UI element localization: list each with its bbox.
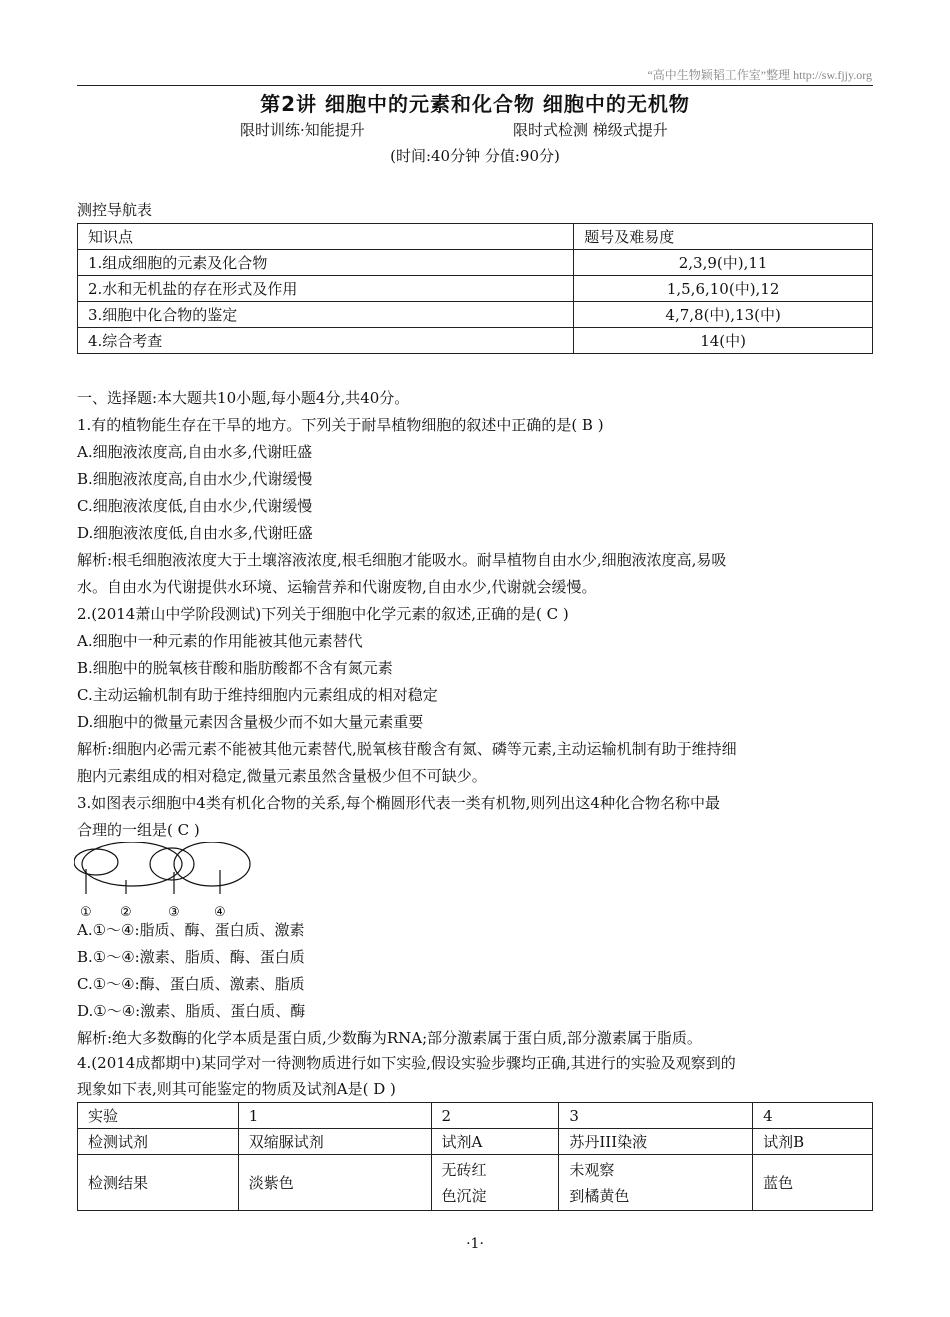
table-cell-line: 到橘黄色 [569, 1186, 630, 1205]
table-cell: 4.综合考查 [78, 328, 574, 354]
table-cell: 1.组成细胞的元素及化合物 [78, 250, 574, 276]
q2-option-a: A.细胞中一种元素的作用能被其他元素替代 [77, 632, 363, 650]
table-cell: 4,7,8(中),13(中) [574, 302, 873, 328]
table-cell: 苏丹III染液 [559, 1129, 753, 1155]
diagram-label-1: ① [80, 905, 92, 920]
table-header-cell: 4 [753, 1103, 873, 1129]
q2-option-c: C.主动运输机制有助于维持细胞内元素组成的相对稳定 [77, 686, 438, 704]
table-cell: 检测结果 [78, 1155, 239, 1211]
table-header-cell: 1 [238, 1103, 431, 1129]
q1-option-c: C.细胞液浓度低,自由水少,代谢缓慢 [77, 497, 313, 515]
table-row [78, 276, 873, 302]
table-cell: 14(中) [574, 328, 873, 354]
q3-option-a: A.①～④:脂质、酶、蛋白质、激素 [77, 921, 305, 939]
time-info: (时间:40分钟 分值:90分) [390, 147, 560, 165]
table-header-cell: 2 [431, 1103, 559, 1129]
page-number: ·1· [466, 1236, 484, 1252]
q3-option-c: C.①～④:酶、蛋白质、激素、脂质 [77, 975, 305, 993]
table-row [78, 250, 873, 276]
q2-option-d: D.细胞中的微量元素因含量极少而不如大量元素重要 [77, 713, 424, 731]
diagram-label-4: ④ [214, 905, 226, 920]
q3-analysis-line: 解析:绝大多数酶的化学本质是蛋白质,少数酶为RNA;部分激素属于蛋白质,部分激素属于脂质。 [77, 1029, 702, 1047]
table-cell: 蓝色 [753, 1155, 873, 1211]
q3-option-b: B.①～④:激素、脂质、酶、蛋白质 [77, 948, 305, 966]
table-cell: 淡紫色 [238, 1155, 431, 1211]
q1-option-b: B.细胞液浓度高,自由水少,代谢缓慢 [77, 470, 313, 488]
q2-option-b: B.细胞中的脱氧核苷酸和脂肪酸都不含有氮元素 [77, 659, 393, 677]
subtitle-left: 限时训练·知能提升 [240, 121, 365, 139]
q4-stem-line: 4.(2014成都期中)某同学对一待测物质进行如下实验,假设实验步骤均正确,其进行的实验及观察到的 [77, 1054, 736, 1072]
table-header-cell: 实验 [78, 1103, 239, 1129]
q3-stem-line: 3.如图表示细胞中4类有机化合物的关系,每个椭圆形代表一类有机物,则列出这4种化合物名称中最 [77, 794, 720, 812]
page-title: 第2讲 细胞中的元素和化合物 细胞中的无机物 [260, 92, 690, 116]
ellipse-1 [74, 849, 118, 875]
table-row [78, 1155, 873, 1211]
q2-analysis-line: 解析:细胞内必需元素不能被其他元素替代,脱氧核苷酸含有氮、磷等元素,主动运输机制有助于维持细 [77, 740, 737, 758]
watermark: “高中生物颖韬工作室”整理 http://sw.fjjy.org [647, 68, 872, 82]
table-row [78, 224, 873, 250]
table-row [78, 302, 873, 328]
table-cell: 试剂A [431, 1129, 559, 1155]
q1-analysis-line: 水。自由水为代谢提供水环境、运输营养和代谢废物,自由水少,代谢就会缓慢。 [77, 578, 597, 596]
q4-stem-line: 现象如下表,则其可能鉴定的物质及试剂A是( D ) [77, 1080, 396, 1098]
ellipse-3 [150, 848, 194, 880]
table-row [78, 328, 873, 354]
table-cell: 2.水和无机盐的存在形式及作用 [78, 276, 574, 302]
table-cell: 试剂B [753, 1129, 873, 1155]
experiment-table [77, 1102, 873, 1211]
ellipse-4 [174, 842, 250, 886]
q1-option-a: A.细胞液浓度高,自由水多,代谢旺盛 [77, 443, 313, 461]
diagram-label-3: ③ [168, 905, 180, 920]
nav-table-caption: 测控导航表 [77, 201, 153, 219]
table-cell [431, 1155, 559, 1211]
table-cell-line: 未观察 [569, 1160, 615, 1179]
q2-stem: 2.(2014萧山中学阶段测试)下列关于细胞中化学元素的叙述,正确的是( C ) [77, 605, 569, 623]
q1-analysis-line: 解析:根毛细胞液浓度大于土壤溶液浓度,根毛细胞才能吸水。耐旱植物自由水少,细胞液浓度高,易吸 [77, 551, 727, 569]
table-cell-line: 色沉淀 [441, 1186, 487, 1205]
table-cell: 1,5,6,10(中),12 [574, 276, 873, 302]
table-row [78, 1129, 873, 1155]
q3-stem-line: 合理的一组是( C ) [77, 821, 200, 839]
table-row [78, 1103, 873, 1129]
table-header-cell: 3 [559, 1103, 753, 1129]
table-cell: 2,3,9(中),11 [574, 250, 873, 276]
ellipse-diagram [74, 842, 264, 920]
q3-option-d: D.①～④:激素、脂质、蛋白质、酶 [77, 1002, 306, 1020]
q2-analysis-line: 胞内元素组成的相对稳定,微量元素虽然含量极少但不可缺少。 [77, 767, 487, 785]
section-heading: 一、选择题:本大题共10小题,每小题4分,共40分。 [77, 389, 410, 407]
table-cell [559, 1155, 753, 1211]
table-header-cell: 知识点 [78, 224, 574, 250]
subtitle-right: 限时式检测 梯级式提升 [513, 121, 668, 139]
table-cell: 3.细胞中化合物的鉴定 [78, 302, 574, 328]
table-cell: 双缩脲试剂 [238, 1129, 431, 1155]
diagram-label-2: ② [120, 905, 132, 920]
q1-option-d: D.细胞液浓度低,自由水多,代谢旺盛 [77, 524, 313, 542]
table-header-cell: 题号及难易度 [574, 224, 873, 250]
q1-stem: 1.有的植物能生存在干旱的地方。下列关于耐旱植物细胞的叙述中正确的是( B ) [77, 416, 604, 434]
table-cell-line: 无砖红 [441, 1160, 487, 1179]
nav-table [77, 223, 873, 354]
header-rule [77, 85, 873, 86]
table-cell: 检测试剂 [78, 1129, 239, 1155]
